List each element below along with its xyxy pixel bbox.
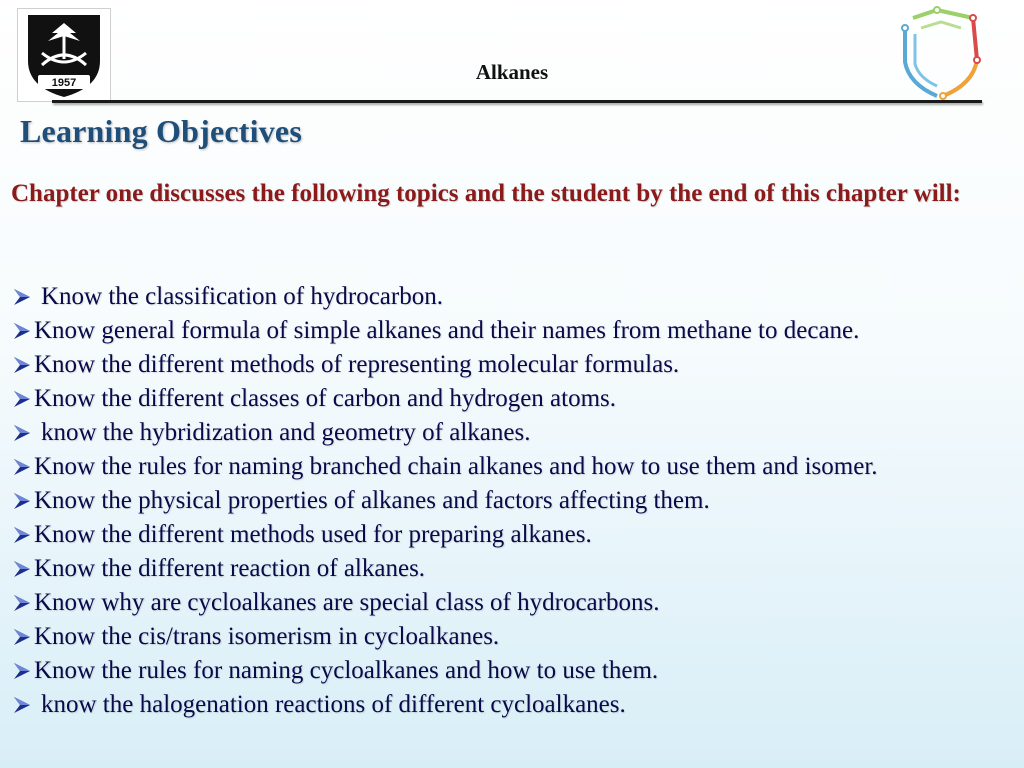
- logo-year: 1957: [51, 77, 77, 89]
- objective-text: Know the cis/trans isomerism in cycloalkanes.: [34, 623, 500, 650]
- objective-text: Know why are cycloalkanes are special class of hydrocarbons.: [34, 589, 660, 616]
- intro-paragraph: Chapter one discusses the following topics and the student by the end of this chapter will:: [11, 180, 961, 207]
- objective-text: Know the different methods used for preparing alkanes.: [34, 521, 592, 548]
- header-divider: [52, 100, 982, 103]
- arrowhead-bullet-icon: [12, 457, 32, 477]
- objective-item: [12, 688, 1017, 722]
- arrowhead-bullet-icon: [12, 661, 32, 681]
- objective-text: know the halogenation reactions of different cycloalkanes.: [41, 691, 626, 718]
- section-title: Learning Objectives: [20, 113, 302, 149]
- objective-item: [12, 654, 1017, 688]
- objective-text: Know the classification of hydrocarbon.: [41, 283, 443, 310]
- university-emblem-icon: [18, 9, 110, 101]
- arrowhead-bullet-icon: [12, 389, 32, 409]
- arrowhead-bullet-icon: [12, 355, 32, 375]
- objective-item: [12, 348, 1017, 382]
- arrowhead-bullet-icon: [12, 525, 32, 545]
- university-logo: [17, 8, 111, 102]
- arrowhead-bullet-icon: [12, 321, 32, 341]
- arrowhead-bullet-icon: [12, 423, 32, 443]
- objective-item: [12, 484, 1017, 518]
- objectives-list: [12, 280, 1017, 722]
- objective-text: Know general formula of simple alkanes and their names from methane to decane.: [34, 317, 860, 344]
- objective-text: Know the physical properties of alkanes and factors affecting them.: [34, 487, 710, 514]
- objective-item: [12, 620, 1017, 654]
- objective-text: Know the rules for naming cycloalkanes and how to use them.: [34, 657, 659, 684]
- arrowhead-bullet-icon: [12, 593, 32, 613]
- objective-text: Know the rules for naming branched chain alkanes and how to use them and isomer.: [34, 453, 878, 480]
- arrowhead-bullet-icon: [12, 491, 32, 511]
- circuit-shield-logo-icon: [893, 4, 983, 100]
- objective-item: [12, 518, 1017, 552]
- objective-item: [12, 586, 1017, 620]
- header-title: Alkanes: [475, 60, 549, 84]
- objective-text: Know the different classes of carbon and hydrogen atoms.: [34, 385, 617, 412]
- objective-item: [12, 552, 1017, 586]
- arrowhead-bullet-icon: [12, 559, 32, 579]
- objective-item: [12, 382, 1017, 416]
- objective-text: Know the different reaction of alkanes.: [34, 555, 426, 582]
- arrowhead-bullet-icon: [12, 695, 32, 715]
- objective-item: [12, 280, 1017, 314]
- objective-item: [12, 416, 1017, 450]
- objective-text: know the hybridization and geometry of alkanes.: [41, 419, 531, 446]
- objective-text: Know the different methods of representing molecular formulas.: [34, 351, 680, 378]
- department-logo: [893, 4, 983, 100]
- objective-item: [12, 450, 1017, 484]
- arrowhead-bullet-icon: [12, 627, 32, 647]
- objective-item: [12, 314, 1017, 348]
- arrowhead-bullet-icon: [12, 287, 32, 307]
